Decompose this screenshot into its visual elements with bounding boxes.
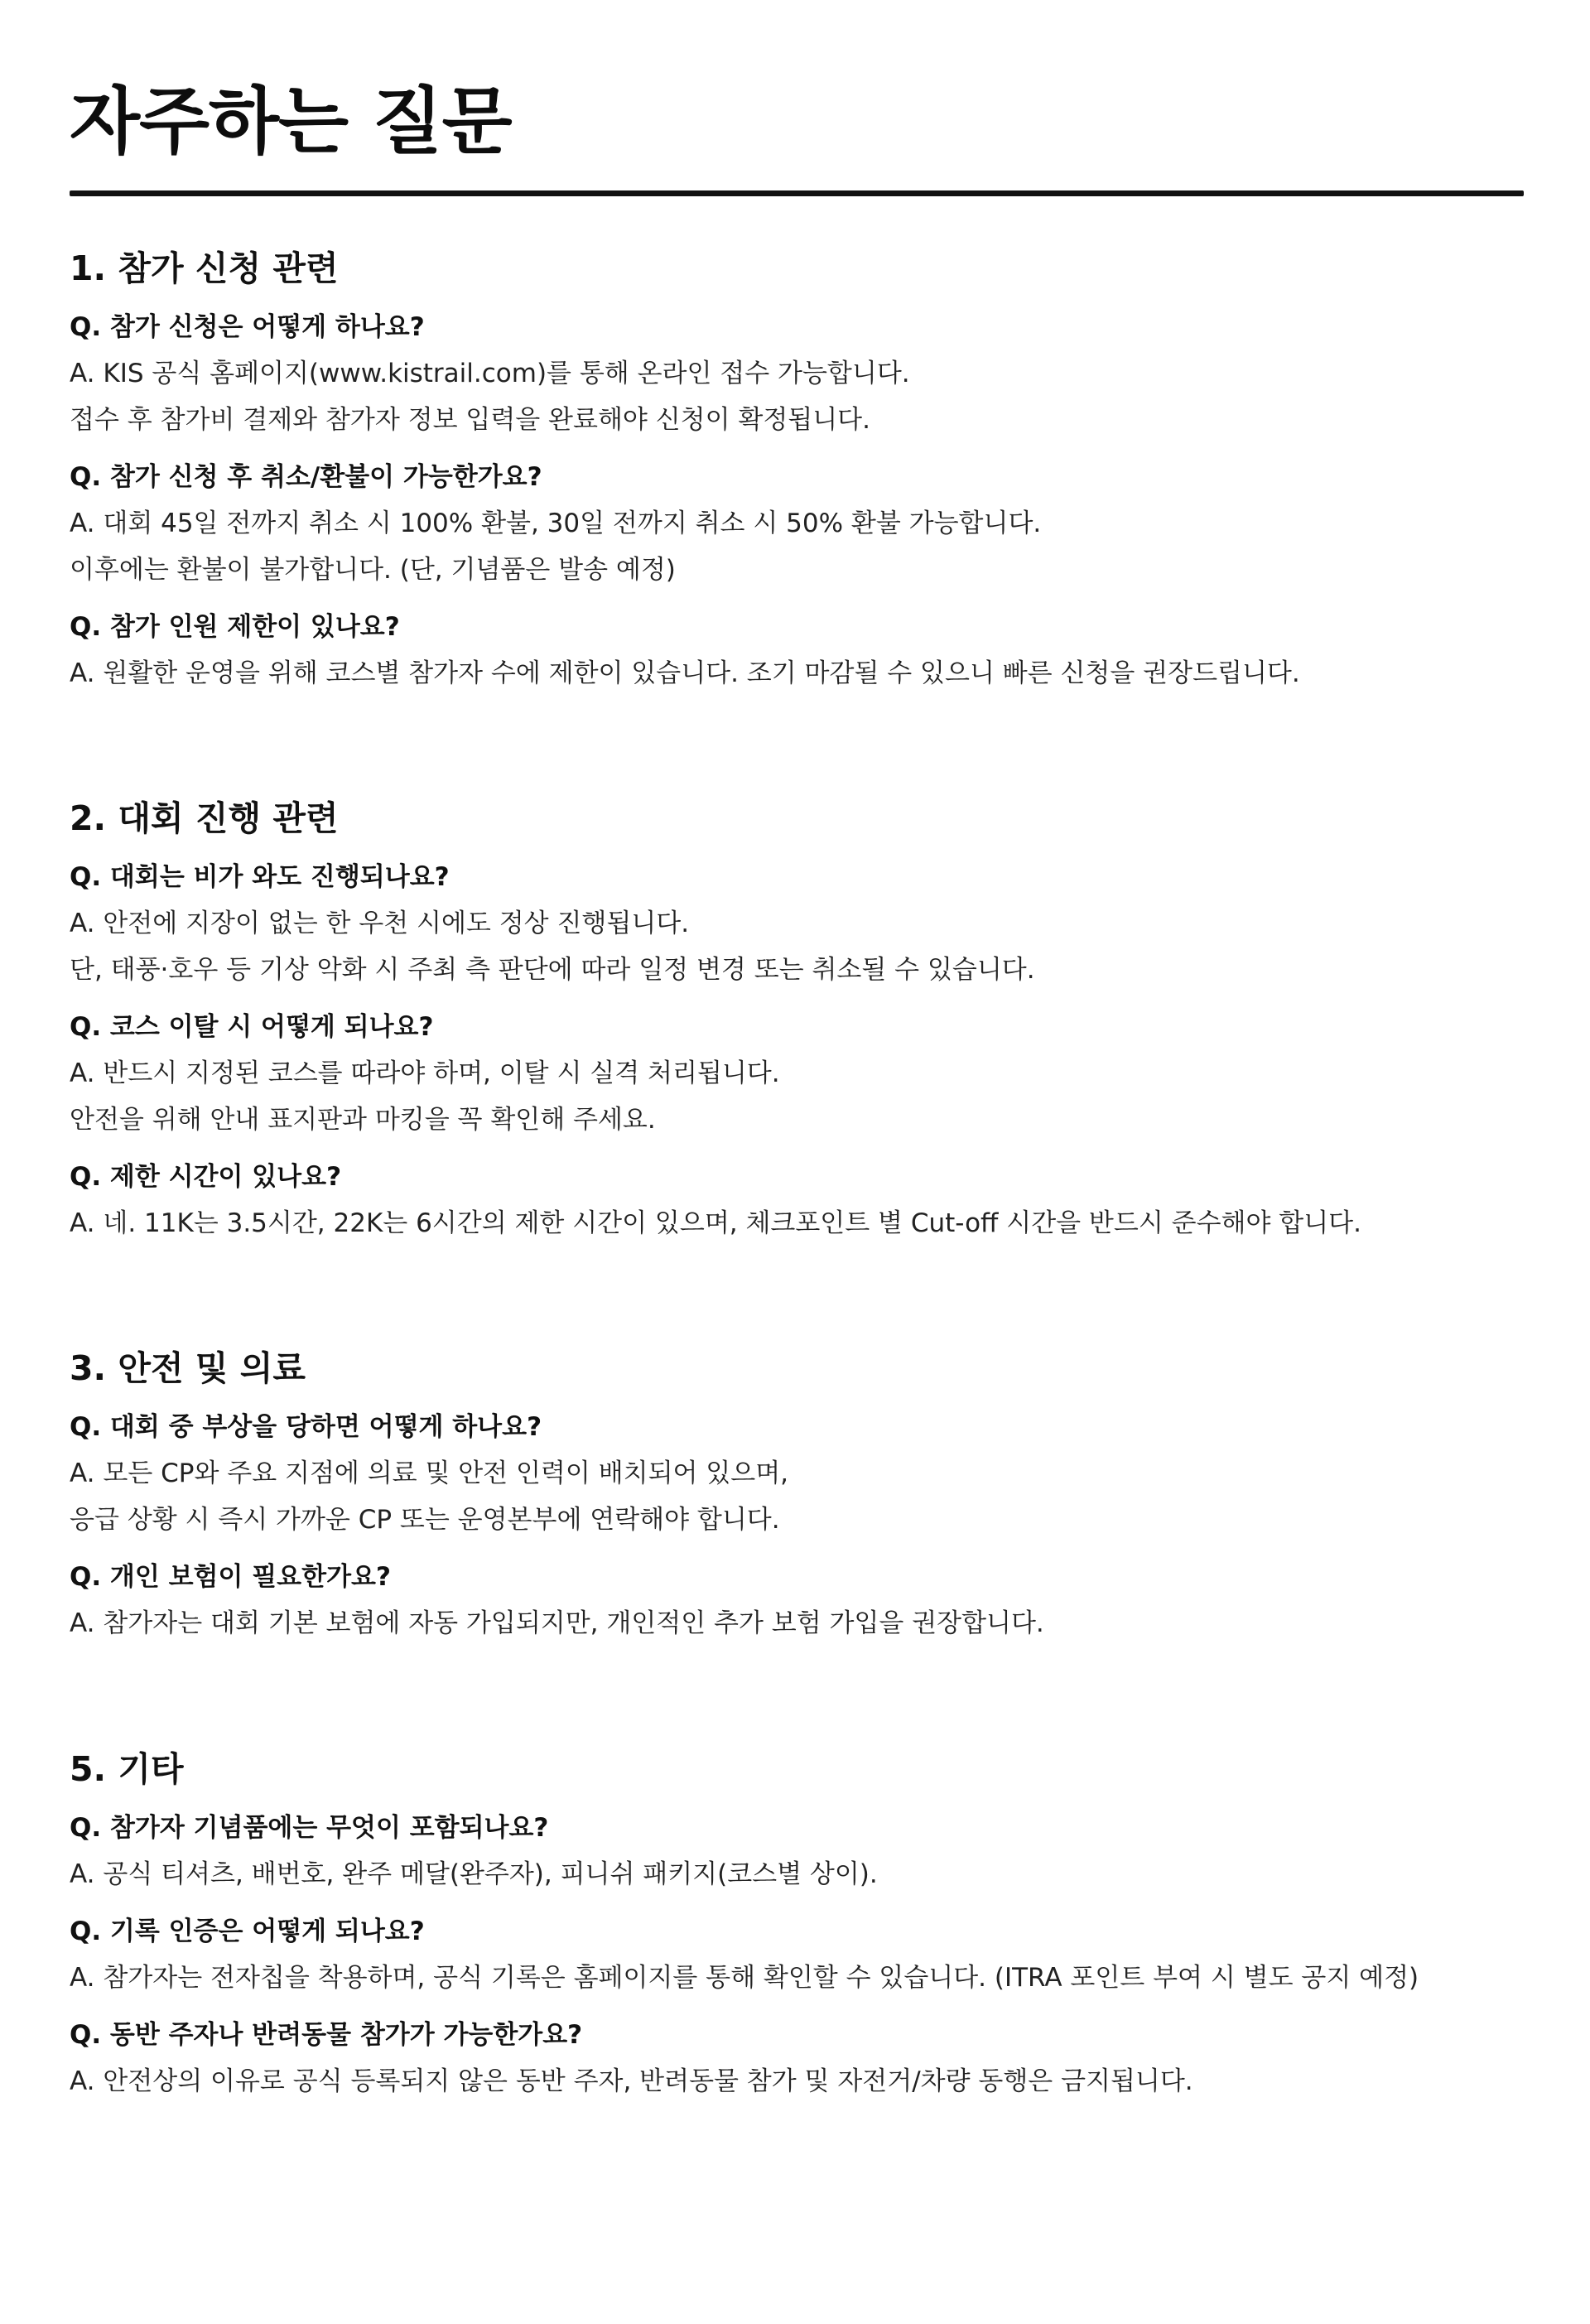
faq-section — [70, 1744, 1524, 2105]
faq-question: Q. 동반 주자나 반려동물 참가가 가능한가요? — [70, 2020, 583, 2050]
faq-answer-line: A. KIS 공식 홈페이지(www.kistrail.com)를 통해 온라인 접수 가능합니다. — [70, 359, 910, 388]
faq-item — [70, 1005, 1524, 1143]
faq-item — [70, 305, 1524, 443]
faq-question: Q. 참가 신청은 어떻게 하나요? — [70, 312, 425, 342]
faq-answer-line: A. 공식 티셔츠, 배번호, 완주 메달(완주자), 피니쉬 패키지(코스별 상이). — [70, 1859, 878, 1889]
faq-answer-line: 접수 후 참가비 결제와 참가자 정보 입력을 완료해야 신청이 확정됩니다. — [70, 405, 870, 435]
faq-section — [70, 793, 1524, 1246]
faq-item — [70, 1155, 1524, 1246]
faq-answer-line: A. 참가자는 대회 기본 보험에 자동 가입되지만, 개인적인 추가 보험 가입을 권장합니다. — [70, 1608, 1044, 1638]
faq-question: Q. 참가 신청 후 취소/환불이 가능한가요? — [70, 462, 542, 492]
section-heading: 1. 참가 신청 관련 — [70, 248, 339, 288]
faq-item — [70, 1555, 1524, 1647]
faq-question: Q. 코스 이탈 시 어떻게 되나요? — [70, 1012, 434, 1042]
section-heading: 3. 안전 및 의료 — [70, 1348, 306, 1388]
faq-answer-line: A. 참가자는 전자칩을 착용하며, 공식 기록은 홈페이지를 통해 확인할 수 있습니다. (ITRA 포인트 부여 시 별도 공지 예정) — [70, 1963, 1419, 1993]
faq-answer-line: A. 대회 45일 전까지 취소 시 100% 환불, 30일 전까지 취소 시 50% 환불 가능합니다. — [70, 509, 1042, 538]
faq-answer-line: A. 안전에 지장이 없는 한 우천 시에도 정상 진행됩니다. — [70, 909, 690, 938]
title-divider — [70, 190, 1524, 196]
faq-answer-line: A. 모든 CP와 주요 지점에 의료 및 안전 인력이 배치되어 있으며, — [70, 1459, 789, 1488]
faq-answer-line: 이후에는 환불이 불가합니다. (단, 기념품은 발송 예정) — [70, 555, 676, 585]
page-title: 자주하는 질문 — [70, 79, 512, 164]
faq-answer-line: A. 네. 11K는 3.5시간, 22K는 6시간의 제한 시간이 있으며, 체크포인트 별 Cut-off 시간을 반드시 준수해야 합니다. — [70, 1208, 1361, 1238]
faq-item — [70, 1806, 1524, 1897]
faq-question: Q. 참가자 기념품에는 무엇이 포함되나요? — [70, 1813, 549, 1843]
faq-section — [70, 1343, 1524, 1647]
faq-item — [70, 605, 1524, 697]
section-heading: 5. 기타 — [70, 1749, 184, 1789]
faq-answer-line: A. 원활한 운영을 위해 코스별 참가자 수에 제한이 있습니다. 조기 마감될 수 있으니 빠른 신청을 권장드립니다. — [70, 658, 1300, 688]
faq-item — [70, 1405, 1524, 1543]
faq-question: Q. 대회는 비가 와도 진행되나요? — [70, 862, 450, 892]
faq-answer-line: 단, 태풍·호우 등 기상 악화 시 주최 측 판단에 따라 일정 변경 또는 취소될 수 있습니다. — [70, 955, 1035, 985]
faq-question: Q. 개인 보험이 필요한가요? — [70, 1562, 391, 1592]
faq-item — [70, 855, 1524, 993]
section-heading: 2. 대회 진행 관련 — [70, 798, 339, 838]
faq-answer-line: 안전을 위해 안내 표지판과 마킹을 꼭 확인해 주세요. — [70, 1105, 656, 1135]
faq-question: Q. 제한 시간이 있나요? — [70, 1162, 342, 1192]
faq-question: Q. 참가 인원 제한이 있나요? — [70, 612, 400, 642]
faq-item — [70, 1909, 1524, 2001]
faq-item — [70, 2013, 1524, 2105]
faq-question: Q. 대회 중 부상을 당하면 어떻게 하나요? — [70, 1412, 542, 1442]
faq-answer-line: A. 안전상의 이유로 공식 등록되지 않은 동반 주자, 반려동물 참가 및 자전거/차량 동행은 금지됩니다. — [70, 2066, 1193, 2096]
faq-question: Q. 기록 인증은 어떻게 되나요? — [70, 1917, 425, 1946]
faq-page — [70, 0, 1524, 2096]
faq-answer-line: A. 반드시 지정된 코스를 따라야 하며, 이탈 시 실격 처리됩니다. — [70, 1058, 780, 1088]
faq-section — [70, 243, 1524, 697]
faq-answer-line: 응급 상황 시 즉시 가까운 CP 또는 운영본부에 연락해야 합니다. — [70, 1505, 780, 1535]
faq-item — [70, 455, 1524, 593]
